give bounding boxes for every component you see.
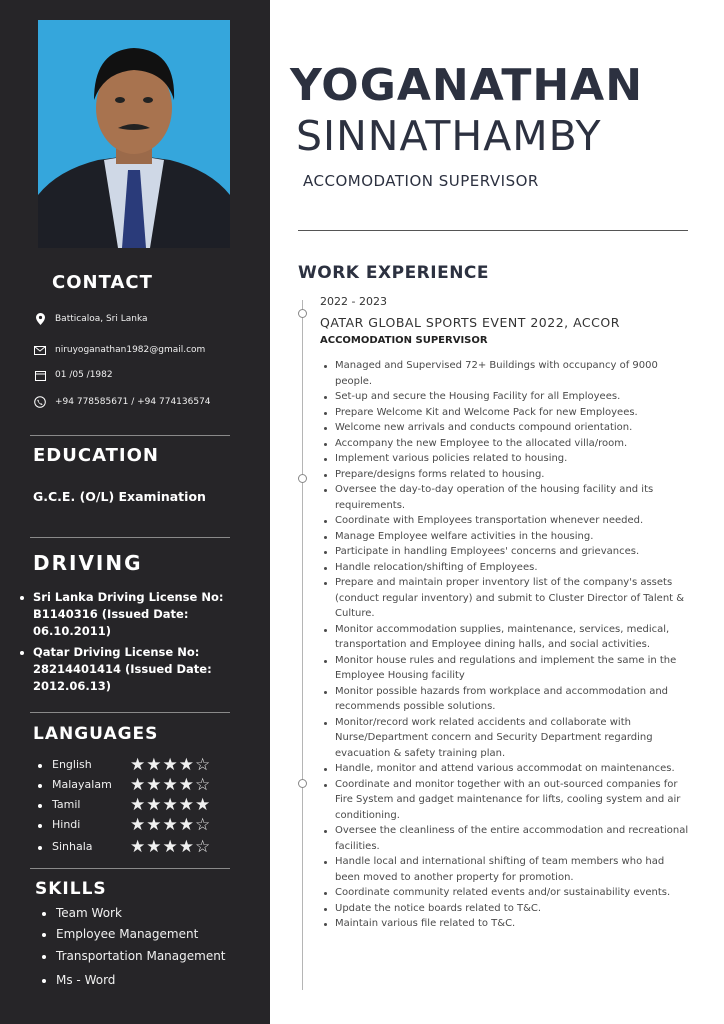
calendar-icon — [33, 369, 47, 381]
list-item: Managed and Supervised 72+ Buildings with occupancy of 9000 people. — [320, 358, 690, 389]
skill-label: Employee Management — [56, 927, 199, 941]
skill-label: Ms - Word — [56, 973, 116, 987]
job-title: ACCOMODATION SUPERVISOR — [303, 172, 539, 190]
skill-item — [42, 973, 115, 987]
job-years: 2022 - 2023 — [320, 295, 387, 308]
list-item: Accompany the new Employee to the allocated villa/room. — [320, 436, 690, 452]
list-item: Monitor/record work related accidents and collaborate with Nurse/Department concern and Security Department regarding evacuation & safety training plan. — [320, 715, 690, 762]
language-name: Tamil — [52, 798, 81, 811]
language-name: English — [52, 758, 92, 771]
list-item: Update the notice boards related to T&C. — [320, 901, 690, 917]
divider — [30, 537, 230, 538]
rating-stars-icon: ★★★★☆ — [130, 775, 212, 795]
language-row-malayalam — [38, 775, 238, 795]
list-item: Participate in handling Employees' concerns and grievances. — [320, 544, 690, 560]
bullet — [20, 596, 24, 600]
header-divider — [298, 230, 688, 231]
contact-title: CONTACT — [52, 272, 153, 293]
list-item: Prepare Welcome Kit and Welcome Pack for new Employees. — [320, 405, 690, 421]
phone-text[interactable]: +94 778585671 / +94 774136574 — [55, 397, 211, 407]
location-pin-icon — [33, 313, 47, 325]
bullet — [20, 651, 24, 655]
profile-photo — [38, 20, 230, 248]
language-name: Malayalam — [52, 778, 112, 791]
list-item: Coordinate with Employees transportation whenever needed. — [320, 513, 690, 529]
timeline-line — [302, 300, 303, 990]
bullet — [38, 784, 42, 788]
list-item: Monitor house rules and regulations and implement the same in the Employee Housing facility — [320, 653, 690, 684]
rating-stars-icon: ★★★★☆ — [130, 837, 212, 857]
rating-stars-icon: ★★★★☆ — [130, 815, 212, 835]
timeline-node — [298, 779, 307, 788]
skill-item — [42, 927, 198, 941]
languages-title: LANGUAGES — [33, 724, 159, 744]
list-item: Welcome new arrivals and conducts compound orientation. — [320, 420, 690, 436]
language-name: Sinhala — [52, 840, 93, 853]
email-text[interactable]: niruyoganathan1982@gmail.com — [55, 345, 206, 355]
contact-phone[interactable] — [33, 396, 211, 408]
list-item: Oversee the cleanliness of the entire accommodation and recreational facilities. — [320, 823, 690, 854]
contact-location — [33, 313, 148, 325]
last-name: SINNATHAMBY — [296, 112, 602, 160]
list-item: Set-up and secure the Housing Facility for all Employees. — [320, 389, 690, 405]
rating-stars-icon: ★★★★☆ — [130, 755, 212, 775]
list-item: Monitor possible hazards from workplace and accommodation and recommends possible solutions. — [320, 684, 690, 715]
list-item: Prepare/designs forms related to housing. — [320, 467, 690, 483]
list-item: Oversee the day-to-day operation of the housing facility and its requirements. — [320, 482, 690, 513]
bullet — [38, 846, 42, 850]
job-position: ACCOMODATION SUPERVISOR — [320, 335, 488, 346]
skill-item — [42, 949, 226, 963]
bullet — [38, 804, 42, 808]
contact-dob — [33, 369, 113, 381]
list-item: Manage Employee welfare activities in the housing. — [320, 529, 690, 545]
work-experience-title: WORK EXPERIENCE — [298, 263, 490, 283]
bullet — [38, 764, 42, 768]
main-content — [270, 0, 724, 1024]
divider — [30, 435, 230, 436]
skills-title: SKILLS — [35, 879, 107, 899]
driving-license-qatar: Qatar Driving License No: 28214401414 (Issued Date: 2012.06.13) — [33, 645, 212, 693]
list-item: Coordinate community related events and/or sustainability events. — [320, 885, 690, 901]
phone-icon — [33, 396, 47, 408]
responsibilities-list — [320, 358, 690, 932]
dob-text: 01 /05 /1982 — [55, 370, 113, 380]
first-name: YOGANATHAN — [290, 60, 644, 111]
language-row-english — [38, 755, 238, 775]
language-row-sinhala — [38, 837, 238, 857]
list-item: Handle relocation/shifting of Employees. — [320, 560, 690, 576]
company-name: QATAR GLOBAL SPORTS EVENT 2022, ACCOR — [320, 315, 620, 330]
education-title: EDUCATION — [33, 445, 159, 466]
education-item: G.C.E. (O/L) Examination — [33, 489, 206, 504]
list-item: Handle, monitor and attend various accommodat on maintenances. — [320, 761, 690, 777]
list-item: Prepare and maintain proper inventory list of the company's assets (conduct regular inventory) and submit to Cluster Director of Talent & Culture. — [320, 575, 690, 622]
divider — [30, 868, 230, 869]
language-row-tamil — [38, 795, 238, 815]
skill-label: Team Work — [56, 906, 122, 920]
list-item: Monitor accommodation supplies, maintenance, services, medical, transportation and Employee dining halls, and social activities. — [320, 622, 690, 653]
list-item: Handle local and international shifting of team members who had been moved to another property for promotion. — [320, 854, 690, 885]
sidebar — [0, 0, 270, 1024]
list-item: Coordinate and monitor together with an out-sourced companies for Fire System and gadget maintenance for lifts, cooling system and air conditioning. — [320, 777, 690, 824]
skill-item — [42, 906, 122, 920]
skill-label: Transportation Management — [56, 949, 226, 963]
timeline-node — [298, 474, 307, 483]
driving-license-srilanka: Sri Lanka Driving License No: B1140316 (Issued Date: 06.10.2011) — [33, 590, 224, 638]
rating-stars-icon: ★★★★★ — [130, 795, 212, 815]
location-text: Batticaloa, Sri Lanka — [55, 314, 148, 324]
contact-email[interactable] — [33, 344, 205, 356]
divider — [30, 712, 230, 713]
driving-title: DRIVING — [33, 551, 143, 575]
envelope-icon — [33, 344, 47, 356]
list-item: Maintain various file related to T&C. — [320, 916, 690, 932]
language-row-hindi — [38, 815, 238, 835]
bullet — [38, 824, 42, 828]
list-item: Implement various policies related to housing. — [320, 451, 690, 467]
language-name: Hindi — [52, 818, 81, 831]
timeline-node — [298, 309, 307, 318]
